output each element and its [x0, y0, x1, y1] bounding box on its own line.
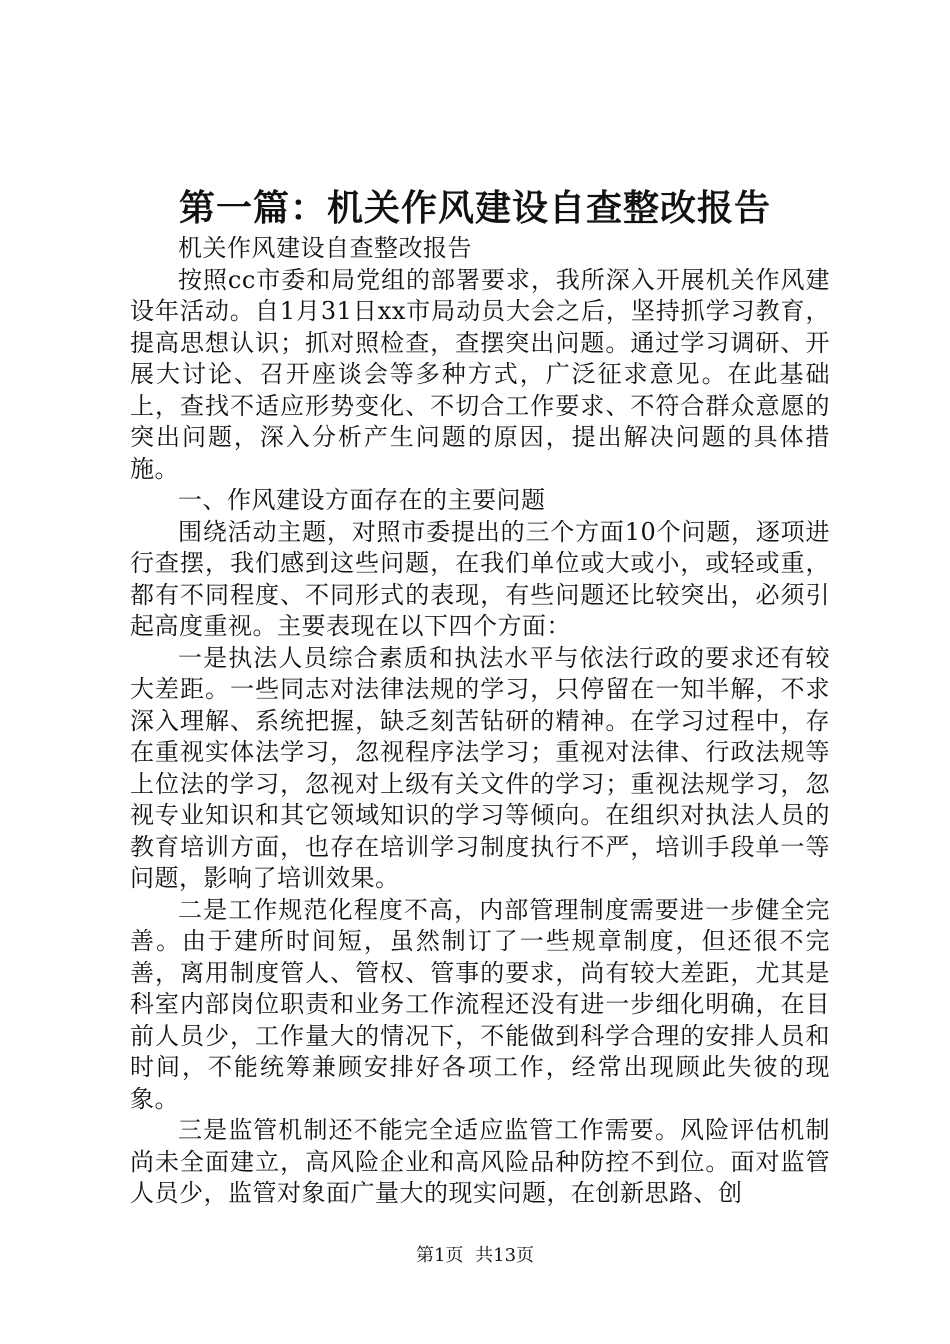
paragraph-intro: 按照cc市委和局党组的部署要求，我所深入开展机关作风建设年活动。自1月31日xx市局动员大会之后，坚持抓学习教育，提高思想认识；抓对照检查，查摆突出问题。通过学习调研、开展大讨论、召开座谈会等多种方式，广泛征求意见。在此基础上，查找不适应形势变化、不切合工作要求、不符合群众意愿的突出问题，深入分析产生问题的原因，提出解决问题的具体措施。 [130, 265, 830, 483]
document-title: 第一篇：机关作风建设自查整改报告 [178, 187, 771, 229]
page-footer [0, 1244, 950, 1268]
document-body [130, 233, 830, 1210]
paragraph-overview: 围绕活动主题，对照市委提出的三个方面10个问题，逐项进行查摆，我们感到这些问题，在我们单位或大或小，或轻或重，都有不同程度、不同形式的表现，有些问题还比较突出，必须引起高度重视。主要表现在以下四个方面： [130, 517, 830, 640]
section-heading: 一、作风建设方面存在的主要问题 [178, 486, 546, 514]
page-number: 第1页 [415, 1245, 464, 1266]
paragraph-issue-two: 二是工作规范化程度不高，内部管理制度需要进一步健全完善。由于建所时间短，虽然制订了一些规章制度，但还很不完善，离用制度管人、管权、管事的要求，尚有较大差距，尤其是科室内部岗位职责和业务工作流程还没有进一步细化明确，在目前人员少，工作量大的情况下，不能做到科学合理的安排人员和时间，不能统筹兼顾安排好各项工作，经常出现顾此失彼的现象。 [130, 895, 830, 1113]
paragraph-issue-one: 一是执法人员综合素质和执法水平与依法行政的要求还有较大差距。一些同志对法律法规的学习，只停留在一知半解，不求深入理解、系统把握，缺乏刻苦钻研的精神。在学习过程中，存在重视实体法学习，忽视程序法学习；重视对法律、行政法规等上位法的学习，忽视对上级有关文件的学习；重视法规学习，忽视专业知识和其它领域知识的学习等倾向。在组织对执法人员的教育培训方面，也存在培训学习制度执行不严，培训手段单一等问题，影响了培训效果。 [130, 643, 830, 892]
paragraph-issue-three: 三是监管机制还不能完全适应监管工作需要。风险评估机制尚未全面建立，高风险企业和高风险品种防控不到位。面对监管人员少，监管对象面广量大的现实问题，在创新思路、创 [130, 1116, 830, 1207]
paragraph-subtitle: 机关作风建设自查整改报告 [178, 234, 472, 262]
page-total: 共13页 [475, 1245, 535, 1266]
